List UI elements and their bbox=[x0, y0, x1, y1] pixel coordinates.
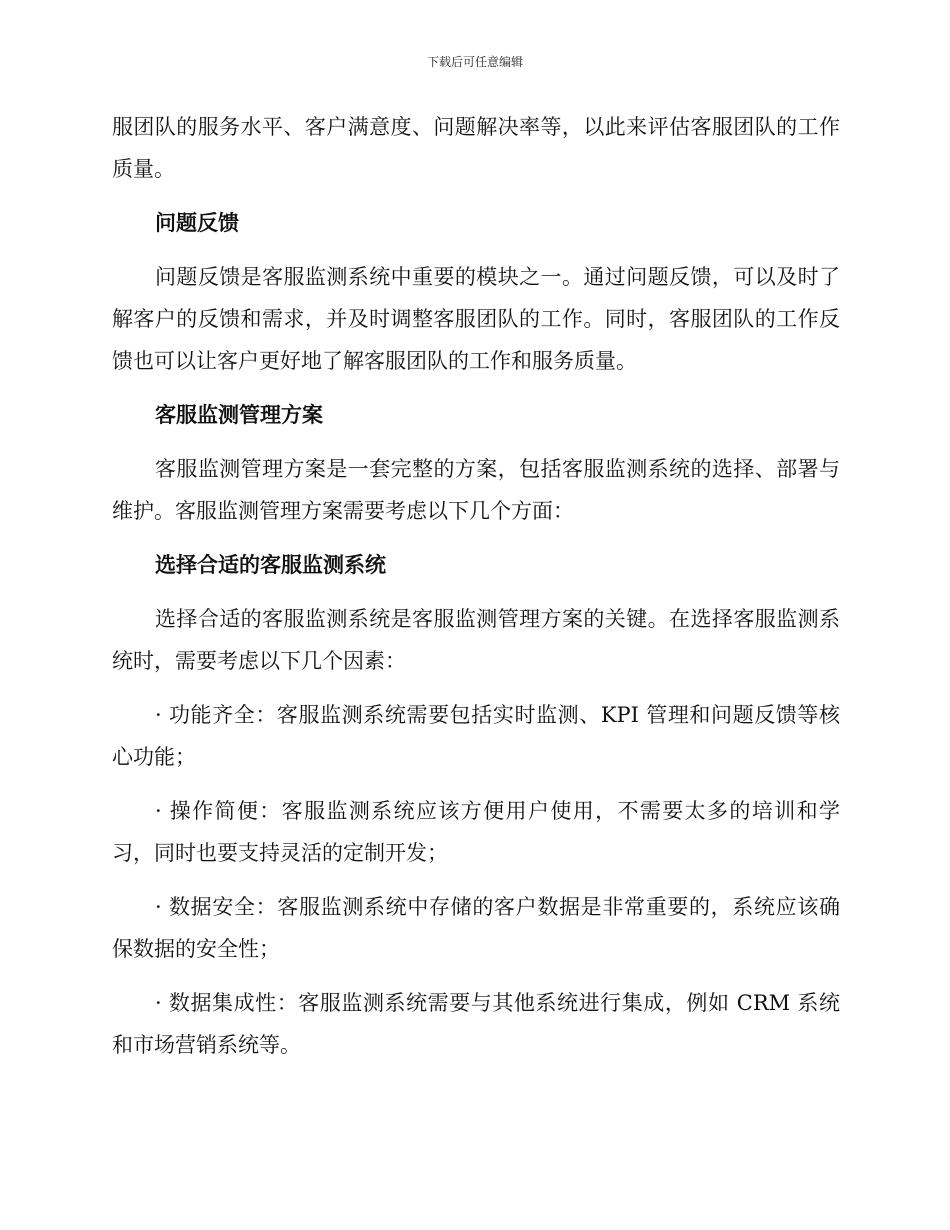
page-header-note: 下载后可任意编辑 bbox=[426, 55, 523, 69]
heading-problem-feedback: 问题反馈 bbox=[155, 210, 239, 235]
list-item-complete-features: · 功能齐全：客服监测系统需要包括实时监测、KPI 管理和问题反馈等核心功能； bbox=[112, 703, 840, 769]
document-body bbox=[112, 106, 840, 1066]
heading-monitoring-plan: 客服监测管理方案 bbox=[155, 402, 323, 427]
heading-select-system: 选择合适的客服监测系统 bbox=[155, 552, 386, 577]
list-item-data-integration: · 数据集成性：客服监测系统需要与其他系统进行集成，例如 CRM 系统和市场营销系统等。 bbox=[112, 991, 840, 1057]
list-item-data-security: · 数据安全：客服监测系统中存储的客户数据是非常重要的，系统应该确保数据的安全性； bbox=[112, 895, 840, 961]
list-item-easy-operation: · 操作简便：客服监测系统应该方便用户使用，不需要太多的培训和学习，同时也要支持灵活的定制开发； bbox=[112, 799, 840, 865]
paragraph-select-system: 选择合适的客服监测系统是客服监测管理方案的关键。在选择客服监测系统时，需要考虑以下几个因素： bbox=[112, 607, 840, 673]
paragraph-service-quality: 服团队的服务水平、客户满意度、问题解决率等，以此来评估客服团队的工作质量。 bbox=[112, 115, 840, 181]
paragraph-monitoring-plan: 客服监测管理方案是一套完整的方案，包括客服监测系统的选择、部署与维护。客服监测管理方案需要考虑以下几个方面： bbox=[112, 457, 840, 523]
paragraph-problem-feedback: 问题反馈是客服监测系统中重要的模块之一。通过问题反馈，可以及时了解客户的反馈和需求，并及时调整客服团队的工作。同时，客服团队的工作反馈也可以让客户更好地了解客服团队的工作和服务质量。 bbox=[112, 265, 840, 373]
